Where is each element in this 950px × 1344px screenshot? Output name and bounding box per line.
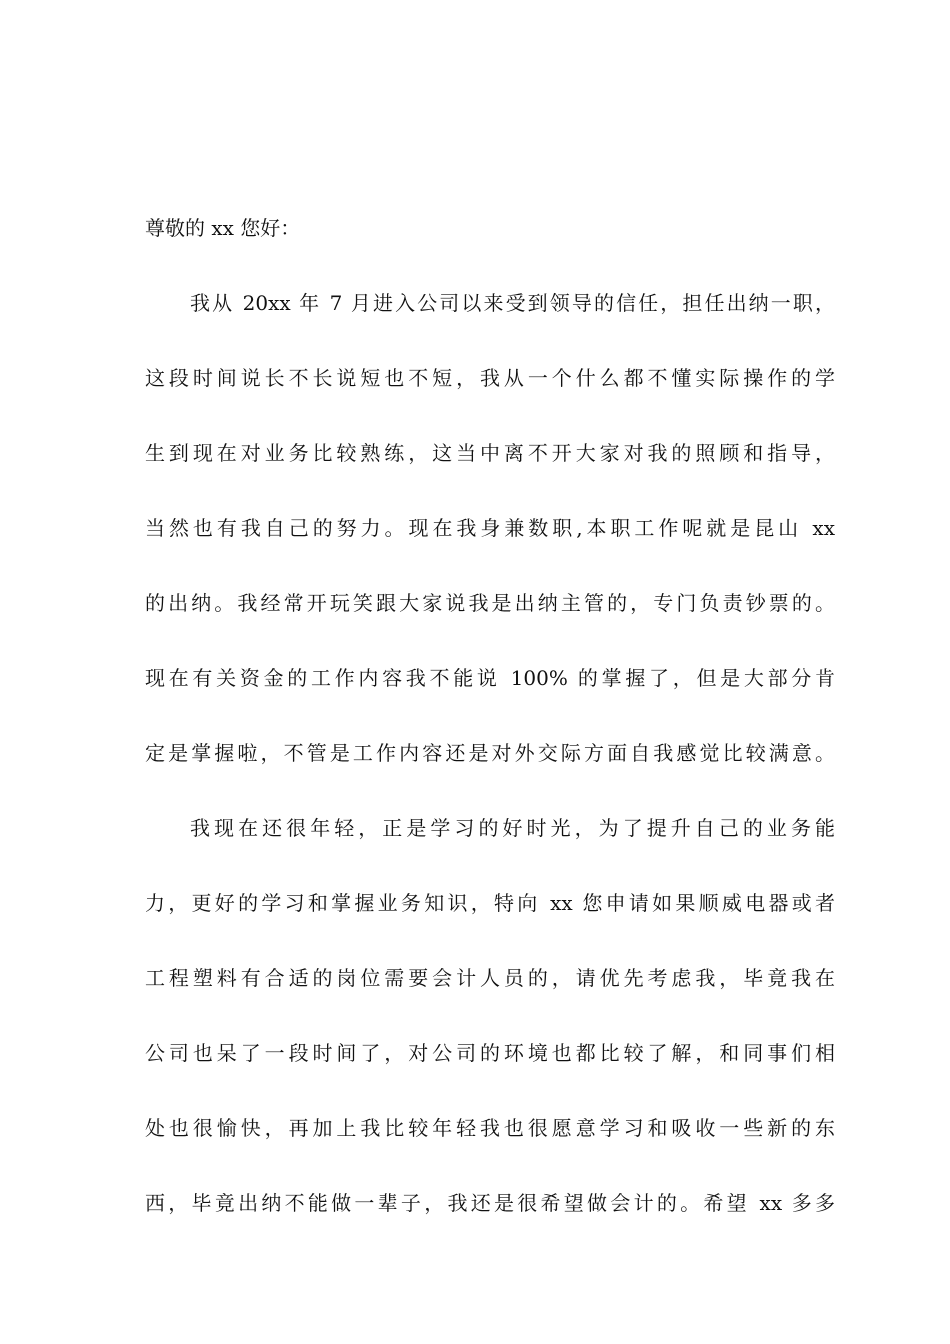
paragraph-line: 力，更好的学习和掌握业务知识，特向 xx 您申请如果顺威电器或者 [145, 891, 835, 915]
salutation: 尊敬的 xx 您好： [145, 216, 301, 240]
paragraph-line: 工程塑料有合适的岗位需要会计人员的，请优先考虑我，毕竟我在 [145, 966, 835, 990]
paragraph-line: 这段时间说长不长说短也不短，我从一个什么都不懂实际操作的学 [145, 366, 835, 390]
paragraph-line: 我现在还很年轻，正是学习的好时光，为了提升自己的业务能 [190, 816, 835, 840]
paragraph-line: 当然也有我自己的努力。现在我身兼数职,本职工作呢就是昆山 xx [145, 516, 835, 540]
paragraph-line: 西，毕竟出纳不能做一辈子，我还是很希望做会计的。希望 xx 多多 [145, 1191, 835, 1215]
paragraph-line: 生到现在对业务比较熟练，这当中离不开大家对我的照顾和指导， [145, 441, 835, 465]
paragraph-line: 公司也呆了一段时间了，对公司的环境也都比较了解，和同事们相 [145, 1041, 835, 1065]
paragraph-line: 的出纳。我经常开玩笑跟大家说我是出纳主管的，专门负责钞票的。 [145, 591, 835, 615]
paragraph-line: 处也很愉快，再加上我比较年轻我也很愿意学习和吸收一些新的东 [145, 1116, 835, 1140]
paragraph-line: 现在有关资金的工作内容我不能说 100% 的掌握了，但是大部分肯 [145, 666, 835, 690]
paragraph-line: 我从 20xx 年 7 月进入公司以来受到领导的信任，担任出纳一职， [190, 291, 835, 315]
paragraph-line: 定是掌握啦，不管是工作内容还是对外交际方面自我感觉比较满意。 [145, 741, 835, 765]
